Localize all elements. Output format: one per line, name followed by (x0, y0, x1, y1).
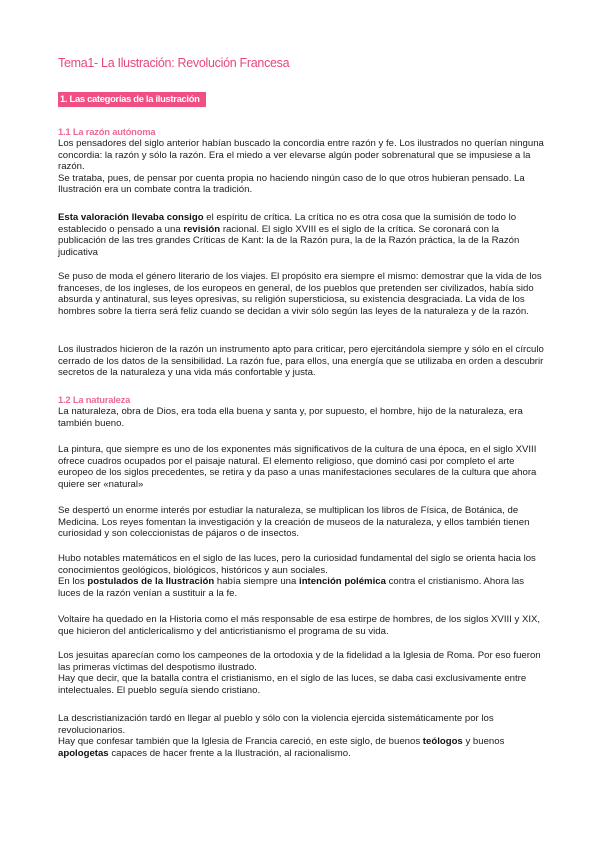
paragraph (58, 212, 544, 258)
text-run: el espíritu de crítica. La crítica no es otra cosa que la sumisión de todo lo establecido o pensado a una (58, 212, 517, 235)
paragraph-block-6 (58, 444, 544, 490)
paragraph-block-5 (58, 406, 544, 429)
paragraph-block-10 (58, 650, 544, 696)
bold-text: revisión (183, 223, 221, 235)
paragraph: La descristianización tardó en llegar al pueblo y sólo con la violencia ejercida sistemáticamente por los revolucionarios. (58, 713, 494, 736)
paragraph: Hubo notables matemáticos en el siglo de las luces, pero la curiosidad fundamental del siglo se orienta hacia los conocimientos geológicos, biológicos, históricos y aun sociales. (58, 553, 536, 576)
paragraph: Los jesuitas aparecían como los campeones de la ortodoxia y de la fidelidad a la Iglesia de Roma. Por eso fueron las primeras víctimas del despotismo ilustrado. (58, 650, 541, 673)
paragraph: Los pensadores del siglo anterior habían buscado la concordia entre razón y fe. Los ilustrados no querían ninguna concordia: la razón y sólo la razón. Era el miedo a ver elevarse algún poder sobrenatural que se impusiese a la razón. (58, 138, 544, 173)
paragraph: Hay que decir, que la batalla contra el cristianismo, en el siglo de las luces, se daba casi exclusivamente entre intelectuales. El pueblo seguía siendo cristiano. (58, 673, 527, 696)
section-heading-bar (58, 92, 206, 107)
paragraph: La pintura, que siempre es uno de los exponentes más significativos de la cultura de una época, en el siglo XVIII ofrece cuadros ocupados por el paisaje natural. El elemento religioso, que dominó casi por completo el arte europeo de los siglos precedentes, se retira y da paso a unas manifestaciones seculares de la cultura que ahora quiere ser «natural» (58, 444, 537, 490)
subsection-heading-2: 1.2 La naturaleza (58, 394, 131, 405)
text-run: Hay que confesar también que la Iglesia de Francia careció, en este siglo, de buenos (58, 736, 423, 748)
paragraph-block-2 (58, 212, 544, 258)
paragraph: Voltaire ha quedado en la Historia como el más responsable de esa estirpe de hombres, de los siglos XVIII y XIX, que hicieron del anticlericalismo y del anticristianismo el programa de su vida. (58, 614, 541, 637)
section-heading: 1. Las categorías de la ilustración (60, 93, 200, 104)
bold-text: postulados de la Ilustración (87, 576, 215, 588)
paragraph: Se despertó un enorme interés por estudiar la naturaleza, se multiplican los libros de Física, de Botánica, de Medicina. Los reyes fomentan la investigación y la creación de museos de la naturaleza, y ellos también tienen curiosidad y son coleccionistas de pájaros o de insectos. (58, 505, 530, 540)
paragraph (58, 736, 544, 759)
paragraph-block-4 (58, 344, 544, 379)
paragraph: Se puso de moda el género literario de los viajes. El propósito era siempre el mismo: demostrar que la vida de los franceses, de los ingleses, de los europeos en general, de los pueblos que pretenden ser civilizados, había sido absurda y antinatural, sus leyes opresivas, su religión supersticiosa, su existencia desgraciada. La vida de los hombres sobre la tierra será feliz cuando se decidan a vivir sólo según las leyes de la naturaleza y de la razón. (58, 271, 542, 317)
document-title: Tema1- La Ilustración: Revolución Francesa (58, 56, 290, 70)
paragraph: Los ilustrados hicieron de la razón un instrumento apto para criticar, pero ejercitándola siempre y sólo en el círculo cerrado de los datos de la sensibilidad. La razón fue, para ellos, una energía que se utilizaba en orden a descubrir secretos de la naturaleza y una vida más confortable y justa. (58, 344, 544, 379)
text-run: racional. El siglo XVIII es el siglo de la crítica. Se coronará con la publicación de las tres grandes Críticas de Kant: la de la Razón pura, la de la Razón práctica, la de la Razón judicativa (58, 223, 520, 258)
text-run: En los (58, 576, 88, 588)
paragraph-block-9 (58, 614, 544, 637)
subsection-heading-1: 1.1 La razón autónoma (58, 126, 156, 137)
text-run: había siempre una (214, 576, 300, 588)
paragraph-block-8 (58, 553, 544, 599)
paragraph: Se trataba, pues, de pensar por cuenta propia no haciendo ningún caso de lo que otros hubieran pensado. La Ilustración era un combate contra la tradición. (58, 172, 525, 196)
bold-text: apologetas (58, 747, 109, 759)
bold-text: intención polémica (299, 576, 386, 588)
text-run: y buenos (462, 736, 505, 748)
paragraph-block-7 (58, 505, 544, 540)
paragraph-block-11 (58, 713, 544, 759)
paragraph-block-3 (58, 271, 544, 317)
paragraph-block-1 (58, 138, 544, 196)
text-run: contra el cristianismo. Ahora las luces de la razón venían a sustituir a la fe. (58, 576, 525, 599)
paragraph: La naturaleza, obra de Dios, era toda ella buena y santa y, por supuesto, el hombre, hijo de la naturaleza, era también bueno. (58, 406, 523, 429)
text-run: capaces de hacer frente a la Ilustración, al racionalismo. (108, 747, 351, 759)
bold-text: Esta valoración llevaba consigo (58, 212, 204, 223)
bold-text: teólogos (422, 736, 463, 748)
paragraph (58, 576, 544, 599)
